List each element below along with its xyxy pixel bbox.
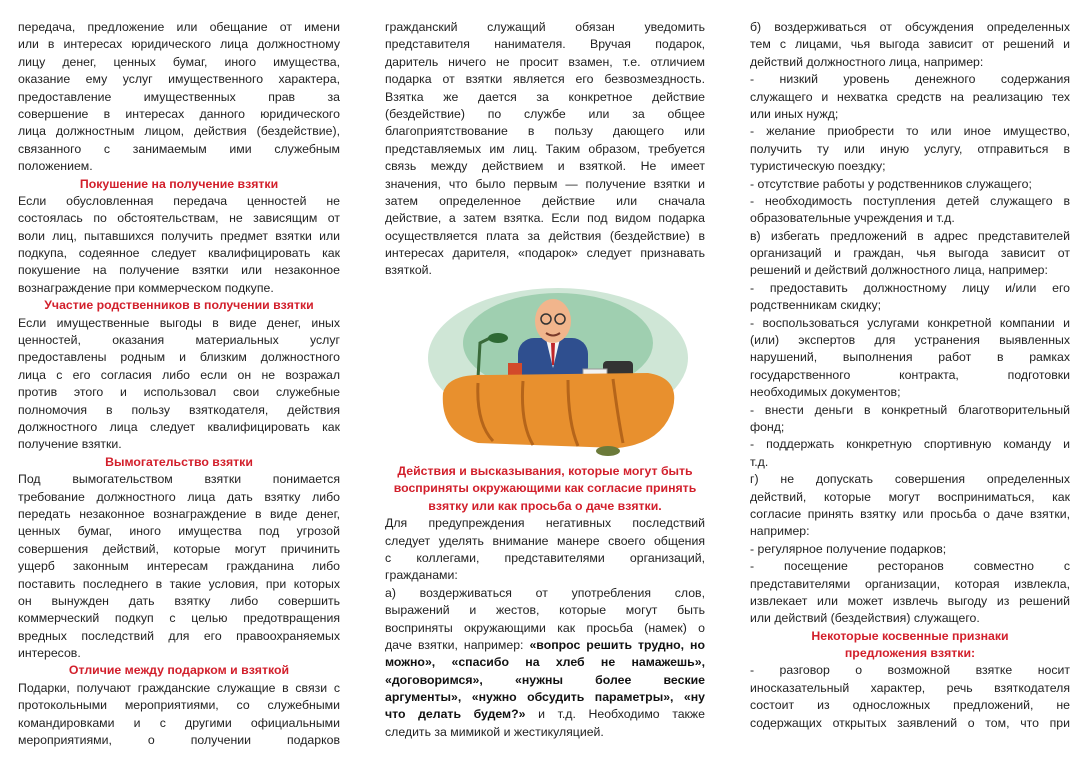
text-line: - желание приобрести то или иное имущество, — [750, 124, 1070, 139]
text-line — [385, 620, 705, 637]
text-line: мероприятиями, о получении подарков — [18, 733, 340, 748]
text-line: предоставление имущественных прав за — [18, 89, 340, 104]
text-line: - разговор о возможной взятке носит — [750, 663, 1070, 678]
text-line: согласие принять взятку или просьба о даче взятки, — [750, 506, 1070, 521]
text-line: командировками и с другими официальными — [18, 715, 340, 730]
section-heading: Некоторые косвенные признаки — [811, 628, 1009, 643]
text-line: - посещение ресторанов совместно с — [750, 559, 1070, 574]
text-line: поставить последнего в такие условия, при которых — [18, 576, 340, 591]
text-line: подарка от взятки является его безвозмездность. — [385, 72, 705, 87]
text-line: тем с лицами, чья выгода зависит от решений и — [750, 37, 1070, 52]
section-heading: предложения взятки: — [844, 646, 976, 661]
text-line: вознаграждение при коммерческом подкупе. — [18, 280, 274, 295]
text-line: г) не допускать совершения определенных — [750, 472, 1070, 487]
text-line: - необходимость поступления детей служащего в — [750, 193, 1070, 208]
text-line: даритель ничего не просит взамен, т.е. отличием — [385, 54, 705, 69]
text-line: гражданами: — [385, 568, 458, 583]
text-line: против этого и использовал свои служебные — [18, 385, 340, 400]
column-left — [18, 19, 340, 749]
text-line: б) воздерживаться от обсуждения определенных — [750, 20, 1070, 34]
text-line: или в интересах юридического лица должностному — [18, 37, 340, 52]
text-line: действий, которые могут восприниматься, как — [750, 489, 1070, 504]
text-line: следует уделять внимание манере своего общения — [385, 533, 705, 548]
text-line: затем определенное действие или сначала — [385, 193, 705, 208]
bold-phrase: аргументы», «нужно обсудить параметры», «ну — [385, 690, 705, 705]
section-heading: Действия и высказывания, которые могут быть — [397, 464, 693, 478]
text-line: покушение на получение взятки или незаконное — [18, 263, 340, 278]
text-line: с коллегами, представителями организаций, — [385, 550, 705, 565]
text-line: связанного с занимаемым ими служебным — [18, 141, 340, 156]
section-heading: восприняты окружающими как согласие принять — [393, 481, 697, 496]
text-line: необходимых документов; — [750, 385, 901, 400]
text-segment: выражений и жестов, которые могут быть — [385, 603, 705, 618]
text-line: - отсутствие работы у родственников служащего; — [750, 176, 1032, 191]
text-line: государственного контракта, подготовки — [750, 367, 1070, 382]
text-line: Для предупреждения негативных последствий — [385, 516, 705, 531]
bold-phrase: «договоримся», «нужны более веские — [385, 672, 705, 687]
text-line: - низкий уровень денежного содержания — [750, 72, 1070, 87]
text-line: ценностей, оказания материальных услуг — [18, 333, 340, 348]
text-line: передача, предложение или обещание от имени — [18, 20, 340, 34]
text-line: т.д. — [750, 454, 769, 469]
text-segment: а) воздерживаться от употребления слов, — [385, 585, 705, 600]
text-line: значения, что было первым — получение взятки и — [385, 176, 705, 191]
text-line: должностного лица следует квалифицировать как — [18, 419, 340, 434]
text-segment: следить за мимикой и жестикуляцией. — [385, 724, 604, 739]
text-line: или действий (бездействия) служащего. — [750, 611, 980, 626]
bold-phrase: что делать будем?» — [385, 707, 526, 722]
text-line: родственникам скидку; — [750, 298, 882, 313]
text-line: представителями организации, которая извлекла, — [750, 576, 1070, 591]
section-heading: Участие родственников в получении взятки — [44, 298, 314, 313]
text-line: извлекает или может извлечь выгоду из решений — [750, 593, 1070, 608]
text-line: - поддержать конкретную спортивную команду и — [750, 437, 1070, 452]
text-line: представляемых им лиц. Таким образом, требуется — [385, 141, 705, 156]
text-line: передать незаконное вознаграждение в виде денег, — [18, 506, 340, 521]
text-line: получить ту или иную услугу, отправиться в — [750, 141, 1070, 156]
text-line: действий должностного лица, например: — [750, 54, 984, 69]
text-line: служащего и нехватка средств на реализацию тех — [750, 89, 1070, 104]
text-line: связь между действием и взяткой. Не имеет — [385, 159, 705, 174]
text-line: коммерческий подкуп с целью предотвращения — [18, 611, 340, 626]
bold-phrase: «вопрос решить трудно, но — [529, 637, 705, 652]
text-line: предоставлены родным и близким должностного — [18, 350, 340, 365]
text-line: лица с его согласия либо если он не возражал — [18, 367, 340, 382]
text-line: подкупа, содеянное следует квалифицировать как — [18, 246, 340, 261]
text-line — [385, 637, 705, 654]
text-line: совершения действий, которые могут причинить — [18, 541, 340, 556]
section-heading: взятку или как просьба о даче взятки. — [428, 498, 662, 513]
text-line: взяткой. — [385, 263, 432, 278]
text-line: протокольными мероприятиями, со служебными — [18, 698, 340, 713]
text-line: положением. — [18, 159, 93, 174]
text-line: решений и действий должностного лица, например: — [750, 263, 1048, 278]
text-line: ценных бумаг, иного имущества под угрозой — [18, 524, 340, 539]
text-line — [385, 654, 705, 671]
text-line — [385, 602, 705, 619]
section-heading: Вымогательство взятки — [105, 454, 253, 469]
column-middle — [385, 19, 705, 280]
column-right — [750, 19, 1070, 732]
text-line — [385, 706, 705, 723]
text-segment: даче взятки, например: — [385, 637, 530, 652]
text-line: совершение в интересах данного юридического — [18, 106, 340, 121]
text-line: лица должностным лицом, действия (бездействие), — [18, 124, 340, 139]
text-line: Под вымогательством взятки понимается — [18, 472, 340, 487]
text-line: воли лиц, пытавшихся получить предмет взятки или — [18, 228, 340, 243]
text-line: - воспользоваться услугами конкретной компании и — [750, 315, 1070, 330]
text-line: гражданский служащий обязан уведомить — [385, 20, 705, 34]
text-line: действие, а затем взятка. Если под видом подарка — [385, 211, 705, 226]
text-line: (бездействие) по службе или за общее — [385, 106, 705, 121]
cartoon-official-at-desk-image — [418, 283, 693, 458]
text-line — [385, 672, 705, 689]
text-line: полномочия в пользу взяткодателя, действия — [18, 402, 340, 417]
text-line: фонд; — [750, 419, 785, 434]
text-line: он вынужден дать взятку либо совершить — [18, 593, 340, 608]
section-heading: Отличие между подарком и взяткой — [68, 663, 290, 678]
text-line: нарушений, выполнения работ в рамках — [750, 350, 1070, 365]
text-line: состоит из односложных предложений, не — [750, 698, 1070, 713]
text-line: осуществляется плата за действия (бездействие) в — [385, 228, 705, 243]
text-line: Подарки, получают гражданские служащие в связи с — [18, 680, 340, 695]
text-line: благоприятствование в пользу дающего или — [385, 124, 705, 139]
text-segment: восприняты окружающими как просьба (намек) о — [385, 620, 705, 635]
text-line: иносказательный характер, речь взяткодателя — [750, 680, 1070, 695]
bold-phrase: можно», «спасибо на хлеб не намажешь», — [385, 655, 705, 670]
text-line: (или) экспертов для устранения выявленных — [750, 333, 1070, 348]
text-line — [385, 724, 705, 741]
text-line: например: — [750, 524, 810, 539]
text-line: - регулярное получение подарков; — [750, 541, 947, 556]
text-line: интересов. — [18, 646, 81, 661]
text-line: получение взятки. — [18, 437, 122, 452]
text-line: состоялась по обстоятельствам, не зависящим от — [18, 211, 340, 226]
text-line: Взятка же дается за конкретное действие — [385, 89, 705, 104]
text-line: - внести деньги в конкретный благотворительный — [750, 402, 1070, 417]
text-segment: и т.д. Необходимо также — [525, 707, 705, 722]
column-middle-lower — [385, 463, 705, 741]
text-line: в) избегать предложений в адрес представителей — [750, 228, 1070, 243]
text-line: Если обусловленная передача ценностей не — [18, 193, 340, 208]
text-line: туристическую поездку; — [750, 159, 886, 174]
text-line: требование должностного лица дать взятку либо — [18, 489, 340, 504]
text-line: содержащих открытых заявлений о том, что при — [750, 715, 1070, 730]
text-line: - предоставить должностному лицу и/или его — [750, 280, 1070, 295]
text-line: интересах дарителя, «подарок» следует признавать — [385, 246, 705, 261]
text-line: оказание ему услуг имущественного характера, — [18, 72, 340, 87]
section-heading: Покушение на получение взятки — [79, 176, 279, 191]
text-line: вредных последствий для его правоохраняемых — [18, 628, 340, 643]
text-line — [385, 585, 705, 602]
text-line: организаций и граждан, чья выгода зависит от — [750, 246, 1070, 261]
text-line: ущерб законным интересам гражданина либо — [18, 559, 340, 574]
text-line: лицу денег, ценных бумаг, иного имущества, — [18, 54, 340, 69]
text-line: Если имущественные выгоды в виде денег, иных — [18, 315, 340, 330]
text-line: представителя нанимателя. Вручая подарок, — [385, 37, 705, 52]
text-line — [385, 689, 705, 706]
text-line: или иных нужд; — [750, 106, 839, 121]
text-line: образовательные учреждения и т.д. — [750, 211, 955, 226]
